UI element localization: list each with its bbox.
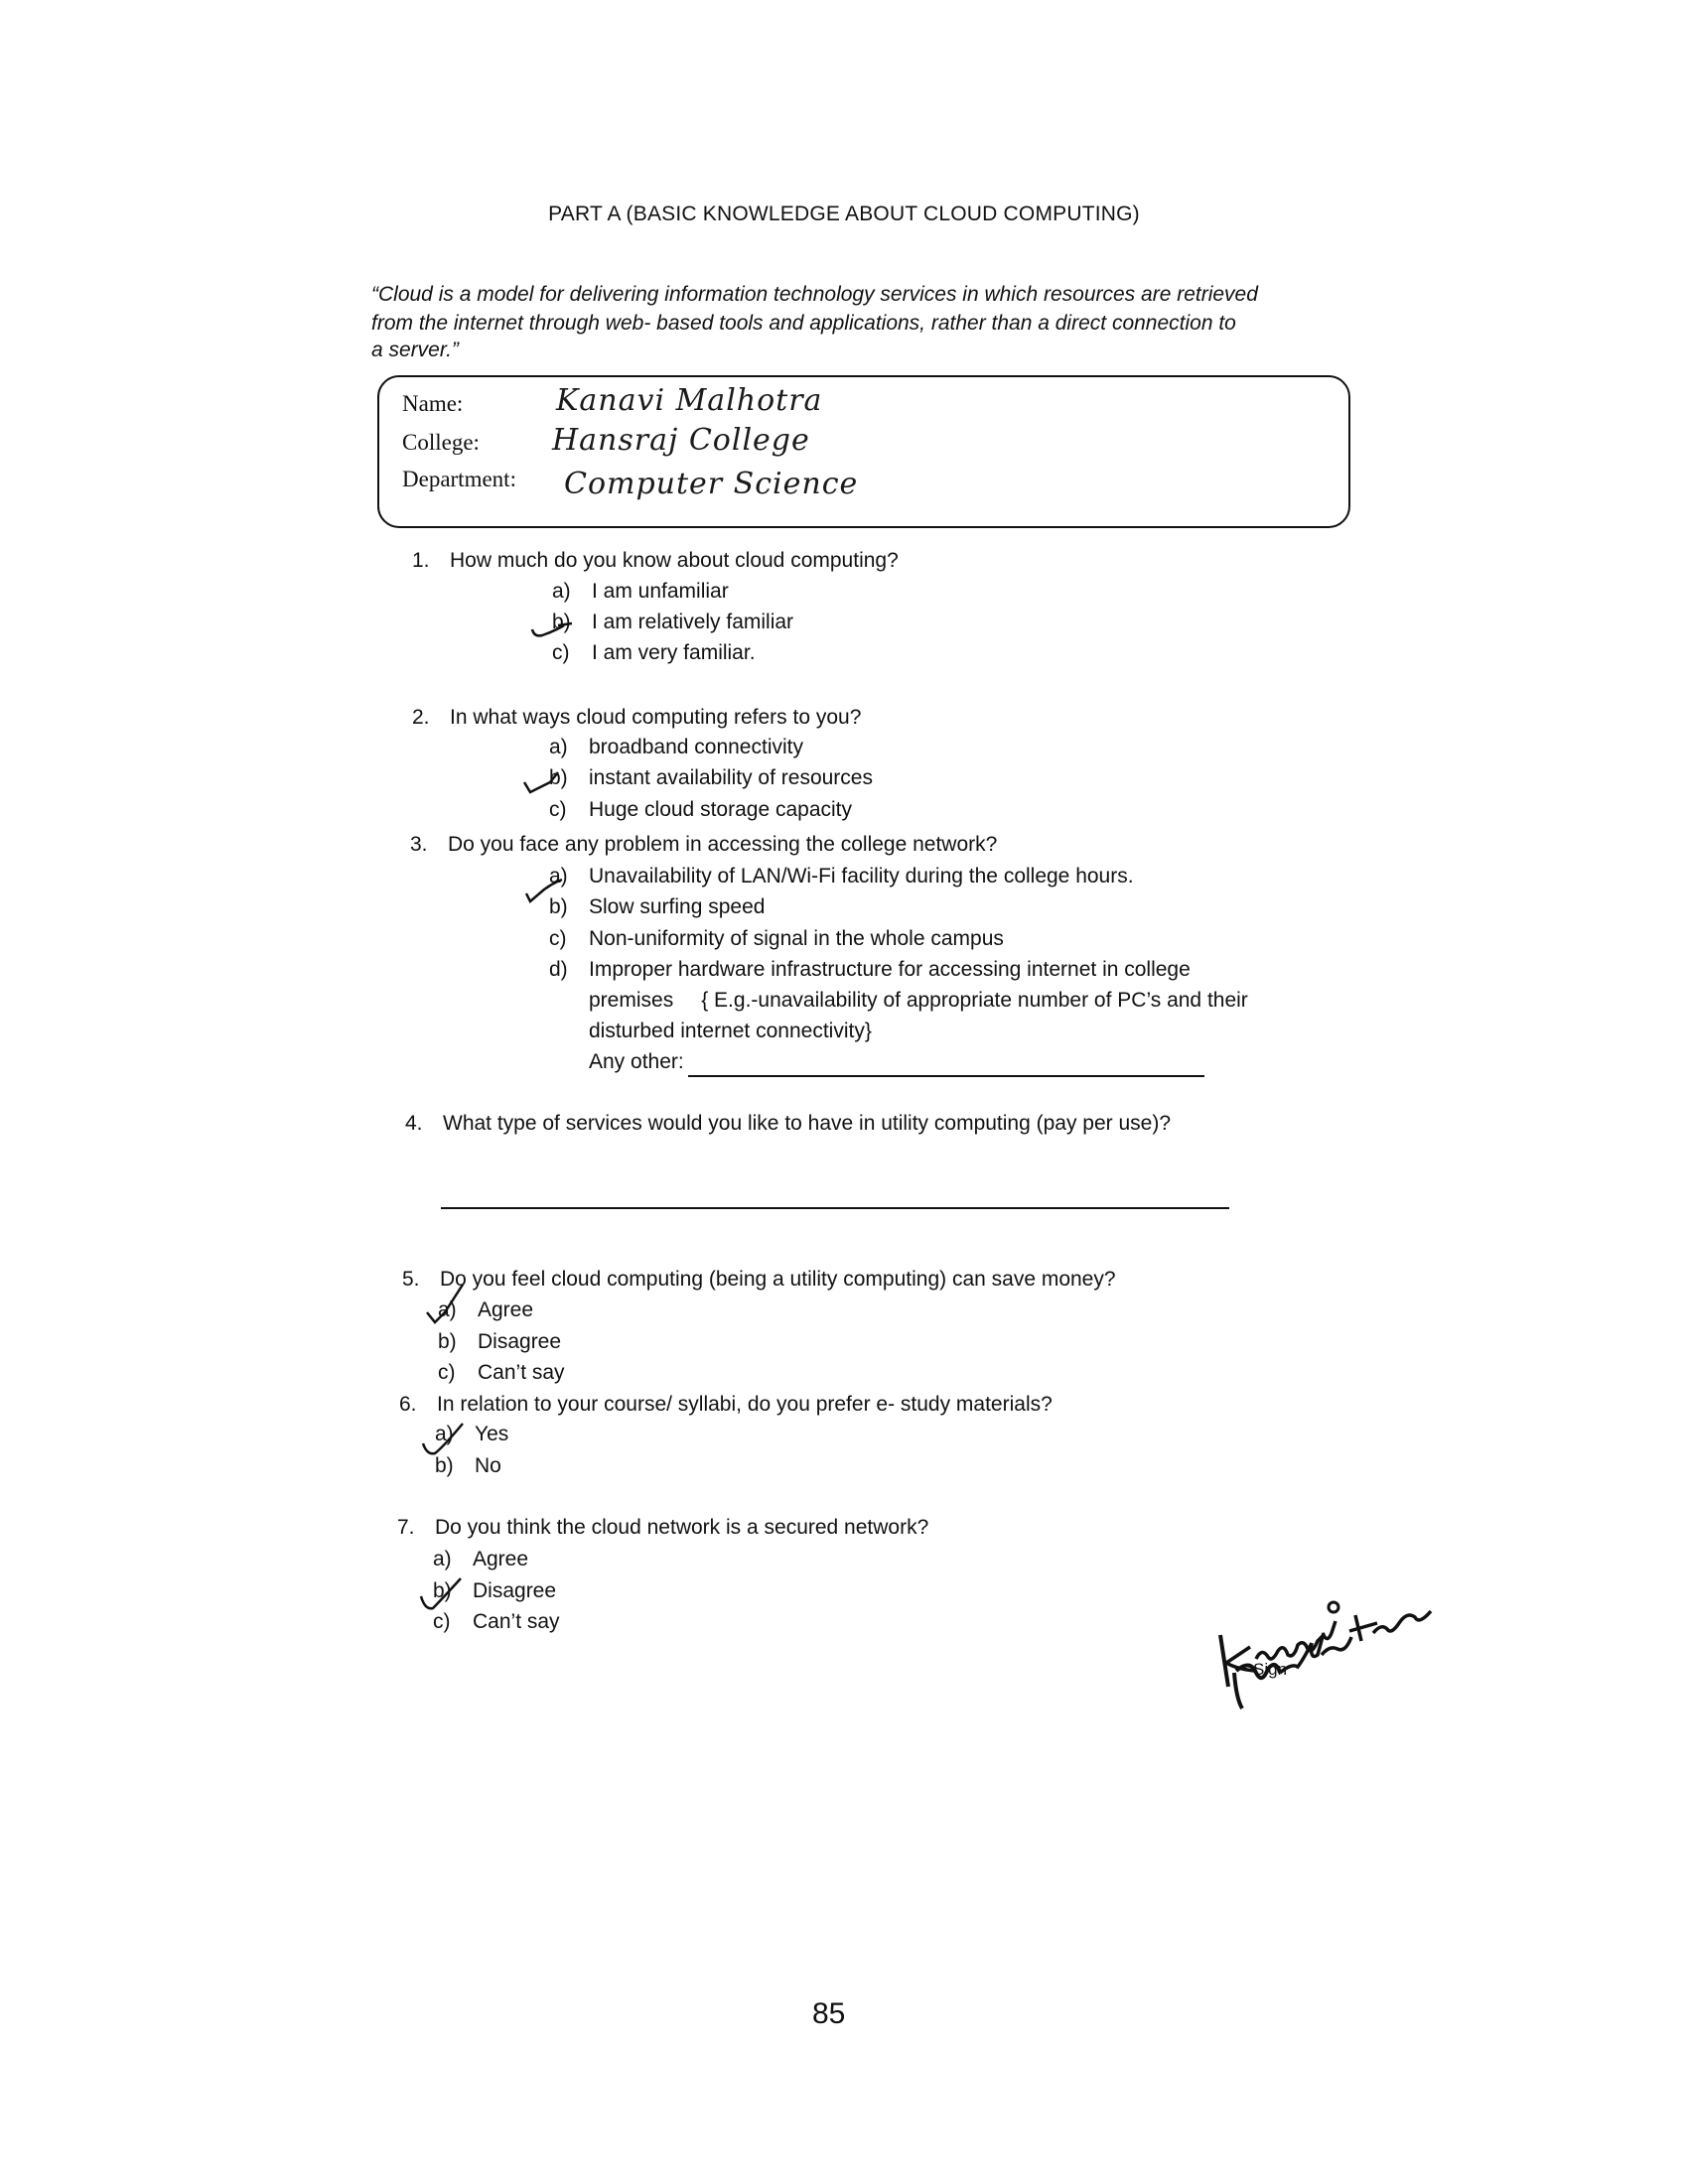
q7-option-a[interactable]: a) Agree	[433, 1548, 529, 1570]
any-other-input-line[interactable]	[688, 1075, 1204, 1077]
definition-quote-line-1: “Cloud is a model for delivering information technology services in which resources are retrieved	[371, 283, 1258, 306]
q1-option-c[interactable]: c) I am very familiar.	[552, 641, 756, 664]
q6-option-b[interactable]: b) No	[435, 1454, 501, 1477]
q5-option-a[interactable]: a) Agree	[438, 1298, 534, 1321]
q3-option-d-continued-2: disturbed internet connectivity}	[589, 1020, 872, 1042]
question-7: 7. Do you think the cloud network is a secured network?	[397, 1516, 929, 1539]
check-mark-icon	[520, 768, 580, 798]
definition-quote-line-2: from the internet through web- based tools and applications, rather than a direct connection to	[371, 312, 1236, 335]
page-number: 85	[812, 1997, 846, 2030]
check-mark-icon	[528, 614, 588, 643]
signature-label: Sign	[1253, 1660, 1288, 1679]
q1-option-a[interactable]: a) I am unfamiliar	[552, 580, 729, 603]
q1-option-b[interactable]: b) I am relatively familiar	[552, 611, 794, 633]
q2-option-b[interactable]: b) instant availability of resources	[549, 766, 873, 789]
question-number: 1.	[412, 549, 430, 572]
q3-option-a[interactable]: a) Unavailability of LAN/Wi-Fi facility during the college hours.	[549, 865, 1134, 887]
check-mark-icon	[522, 870, 572, 903]
college-label: College:	[402, 430, 480, 455]
question-6: 6. In relation to your course/ syllabi, do you prefer e- study materials?	[399, 1393, 1053, 1416]
answer-input-line[interactable]	[441, 1207, 1229, 1209]
q5-option-b[interactable]: b) Disagree	[438, 1330, 562, 1353]
q3-option-c[interactable]: c) Non-uniformity of signal in the whole campus	[549, 927, 1004, 950]
name-field[interactable]: Kanavi Malhotra	[556, 383, 823, 418]
q3-option-b[interactable]: b) Slow surfing speed	[549, 895, 766, 918]
check-mark-icon	[415, 1576, 475, 1618]
q2-option-a[interactable]: a) broadband connectivity	[549, 736, 803, 758]
check-mark-icon	[421, 1279, 481, 1328]
q3-option-d[interactable]: d) Improper hardware infrastructure for accessing internet in college	[549, 958, 1191, 981]
department-field[interactable]: Computer Science	[564, 467, 859, 501]
college-field[interactable]: Hansraj College	[552, 423, 810, 458]
any-other-label: Any other:	[589, 1050, 684, 1073]
q6-option-a[interactable]: a) Yes	[435, 1423, 509, 1445]
q5-option-c[interactable]: c) Can’t say	[438, 1361, 565, 1384]
question-2: 2. In what ways cloud computing refers to you?	[412, 706, 862, 729]
q3-option-d-continued: premises { E.g.-unavailability of appropriate number of PC’s and their	[589, 989, 1248, 1012]
handwritten-signature	[1206, 1564, 1445, 1712]
question-4: 4. What type of services would you like to have in utility computing (pay per use)?	[405, 1112, 1172, 1135]
respondent-details-box	[377, 375, 1350, 528]
q2-option-c[interactable]: c) Huge cloud storage capacity	[549, 798, 852, 821]
question-3: 3. Do you face any problem in accessing the college network?	[410, 833, 998, 856]
definition-quote-line-3: a server.”	[371, 339, 459, 361]
q7-option-c[interactable]: c) Can’t say	[433, 1610, 560, 1633]
department-label: Department:	[402, 467, 516, 491]
name-label: Name:	[402, 391, 464, 416]
check-mark-icon	[417, 1420, 477, 1461]
question-text: How much do you know about cloud computing?	[450, 549, 899, 572]
question-1	[412, 549, 899, 573]
question-5: 5. Do you feel cloud computing (being a utility computing) can save money?	[402, 1268, 1116, 1291]
q7-option-b[interactable]: b) Disagree	[433, 1579, 557, 1602]
page-title: PART A (BASIC KNOWLEDGE ABOUT CLOUD COMPUTING)	[548, 203, 1140, 225]
